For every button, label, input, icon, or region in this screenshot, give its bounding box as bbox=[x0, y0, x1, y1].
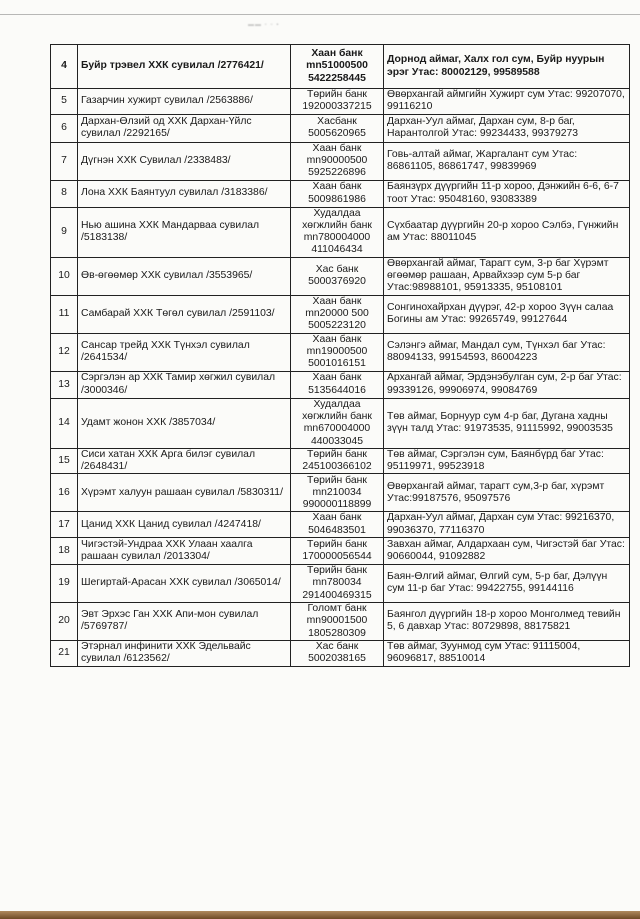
bank-account bbox=[291, 333, 384, 371]
row-number: 18 bbox=[51, 538, 78, 565]
bank-account-line: Төрийн банк bbox=[307, 538, 367, 550]
bank-account bbox=[291, 398, 384, 448]
address-phone: Төв аймаг, Зуунмод сум Утас: 91115004, 96096817, 88510014 bbox=[384, 640, 630, 666]
bank-account-line: 5925226896 bbox=[308, 167, 366, 179]
bank-account-line: 5422258445 bbox=[308, 72, 366, 84]
bank-account bbox=[291, 640, 384, 666]
row-number: 11 bbox=[51, 295, 78, 333]
row-number: 13 bbox=[51, 371, 78, 398]
bank-account bbox=[291, 89, 384, 115]
address-phone: Сонгинохайрхан дүүрэг, 42-р хороо Зүүн салаа Богины ам Утас: 99265749, 99127644 bbox=[384, 295, 630, 333]
row-number: 20 bbox=[51, 602, 78, 640]
table-row bbox=[51, 398, 630, 448]
address-phone: Баянгол дүүргийн 18-р хороо Монголмед тевийн 5, 6 давхар Утас: 80729898, 88175821 bbox=[384, 602, 630, 640]
table-row bbox=[51, 640, 630, 666]
row-number: 14 bbox=[51, 398, 78, 448]
row-number: 19 bbox=[51, 565, 78, 603]
bank-account bbox=[291, 180, 384, 207]
bank-account bbox=[291, 295, 384, 333]
bank-account bbox=[291, 371, 384, 398]
address-phone: Сүхбаатар дүүргийн 20-р хороо Сэлбэ, Гүнжийн ам Утас: 88011045 bbox=[384, 207, 630, 257]
organization-name: Нью ашина ХХК Мандарваа сувилал /5183138/ bbox=[78, 207, 291, 257]
row-number: 16 bbox=[51, 474, 78, 512]
bleed-through-smudge: ▬▬ ▫ ▫ ▪ bbox=[248, 22, 280, 28]
organization-name: Сэргэлэн ар ХХК Тамир хөгжил сувилал /3000346/ bbox=[78, 371, 291, 398]
table-row bbox=[51, 295, 630, 333]
bank-account-line: 990000118899 bbox=[302, 499, 372, 511]
bank-account bbox=[291, 602, 384, 640]
bank-account-line: mn780004000 bbox=[303, 232, 371, 244]
bank-account-line: mn20000 500 bbox=[305, 308, 369, 320]
table-row bbox=[51, 474, 630, 512]
table-row bbox=[51, 602, 630, 640]
organization-name: Дархан-Өлзий од ХХК Дархан-Үйлс сувилал /2292165/ bbox=[78, 114, 291, 142]
organization-name: Цанид ХХК Цанид сувилал /4247418/ bbox=[78, 512, 291, 538]
bank-account-line: хөгжлийн банк bbox=[302, 410, 372, 422]
bank-account-line: mn90000500 bbox=[306, 154, 368, 166]
organization-name: Чигэстэй-Ундраа ХХК Улаан хаалга рашаан сувилал /2013304/ bbox=[78, 538, 291, 565]
address-phone: Архангай аймаг, Эрдэнэбулган сум, 2-р баг Утас: 99339126, 99906974, 99084769 bbox=[384, 371, 630, 398]
bank-account bbox=[291, 474, 384, 512]
row-number: 6 bbox=[51, 114, 78, 142]
bank-account-line: 5002038165 bbox=[308, 653, 366, 665]
bank-account-line: 1805280309 bbox=[308, 627, 366, 639]
scan-background-edge bbox=[0, 911, 640, 919]
address-phone: Дорнод аймаг, Халх гол сум, Буйр нуурын эрэг Утас: 80002129, 99589588 bbox=[384, 45, 630, 89]
row-number: 15 bbox=[51, 448, 78, 474]
table-row bbox=[51, 538, 630, 565]
bank-account bbox=[291, 257, 384, 295]
bank-account-line: 5009861986 bbox=[308, 193, 366, 205]
bank-account bbox=[291, 448, 384, 474]
table-row bbox=[51, 333, 630, 371]
bank-account-line: 5046483501 bbox=[308, 524, 366, 536]
bank-account-line: Хаан банк bbox=[312, 181, 362, 193]
organization-name: Хүрэмт халуун рашаан сувилал /5830311/ bbox=[78, 474, 291, 512]
bank-account-line: Хаан банк bbox=[311, 48, 363, 60]
bank-account-line: Хаан банк bbox=[312, 295, 362, 307]
row-number: 10 bbox=[51, 257, 78, 295]
address-phone: Сэлэнгэ аймаг, Мандал сум, Түнхэл баг Утас: 88094133, 99154593, 86004223 bbox=[384, 333, 630, 371]
bank-account-line: хөгжлийн банк bbox=[302, 219, 372, 231]
bank-account bbox=[291, 114, 384, 142]
bank-account-line: Худалдаа bbox=[313, 398, 361, 410]
table-row bbox=[51, 371, 630, 398]
bank-account-line: Хаан банк bbox=[312, 512, 362, 524]
bank-account-line: Төрийн банк bbox=[307, 89, 367, 100]
bank-account-line: 5005620965 bbox=[308, 128, 366, 140]
bank-account-line: Хас банк bbox=[315, 640, 359, 652]
row-number: 7 bbox=[51, 142, 78, 180]
bank-account-line: Хас банк bbox=[315, 263, 359, 275]
bank-account bbox=[291, 565, 384, 603]
bank-account bbox=[291, 45, 384, 89]
organization-name: Эвт Эрхэс Ган ХХК Апи-мон сувилал /5769787/ bbox=[78, 602, 291, 640]
bank-account bbox=[291, 207, 384, 257]
address-phone: Говь-алтай аймаг, Жаргалант сум Утас: 86861105, 86861747, 99839969 bbox=[384, 142, 630, 180]
row-number: 9 bbox=[51, 207, 78, 257]
table-row bbox=[51, 565, 630, 603]
organization-name: Өв-өгөөмөр ХХК сувилал /3553965/ bbox=[78, 257, 291, 295]
bank-account bbox=[291, 538, 384, 565]
row-number: 17 bbox=[51, 512, 78, 538]
organization-name: Газарчин хужирт сувилал /2563886/ bbox=[78, 89, 291, 115]
address-phone: Өвөрхангай аймгийн Хужирт сум Утас: 99207070, 99116210 bbox=[384, 89, 630, 115]
row-number: 12 bbox=[51, 333, 78, 371]
address-phone: Өвөрхангай аймаг, тарагт сум,3-р баг, хүрэмт Утас:99187576, 95097576 bbox=[384, 474, 630, 512]
row-number: 21 bbox=[51, 640, 78, 666]
address-phone: Төв аймаг, Борнуур сум 4-р баг, Дугана хадны зүүн талд Утас: 91973535, 91115992, 99003535 bbox=[384, 398, 630, 448]
bank-account-line: 440033045 bbox=[310, 435, 363, 447]
bank-account-line: 245100366102 bbox=[302, 461, 372, 473]
table-row bbox=[51, 512, 630, 538]
table-row bbox=[51, 207, 630, 257]
bank-account-line: 5000376920 bbox=[308, 276, 366, 288]
address-phone: Дархан-Уул аймаг, Дархан сум Утас: 99216370, 99036370, 77116370 bbox=[384, 512, 630, 538]
bank-account-line: 170000056544 bbox=[302, 551, 372, 563]
organization-name: Лона ХХК Баянтуул сувилал /3183386/ bbox=[78, 180, 291, 207]
bank-account-line: mn780034 bbox=[312, 577, 362, 589]
sanatorium-table bbox=[50, 44, 630, 667]
bank-account-line: Хаан банк bbox=[312, 372, 362, 384]
bank-account-line: 192000337215 bbox=[302, 101, 372, 113]
address-phone: Баян-Өлгий аймаг, Өлгий сум, 5-р баг, Дэлүүн сум 11-р баг Утас: 99422755, 99144116 bbox=[384, 565, 630, 603]
organization-name: Сиси хатан ХХК Арга билэг сувилал /2648431/ bbox=[78, 448, 291, 474]
address-phone: Төв аймаг, Сэргэлэн сум, Баянбүрд баг Утас: 95119971, 99523918 bbox=[384, 448, 630, 474]
bank-account bbox=[291, 142, 384, 180]
organization-name: Буйр трэвел ХХК сувилал /2776421/ bbox=[78, 45, 291, 89]
bank-account-line: mn210034 bbox=[312, 486, 362, 498]
bank-account bbox=[291, 512, 384, 538]
bank-account-line: mn51000500 bbox=[306, 60, 368, 72]
row-number: 5 bbox=[51, 89, 78, 115]
organization-name: Сансар трейд ХХК Түнхэл сувилал /2641534/ bbox=[78, 333, 291, 371]
bank-account-line: 5001016151 bbox=[308, 358, 366, 370]
table-row bbox=[51, 180, 630, 207]
bank-account-line: 5135644016 bbox=[308, 384, 366, 396]
bank-account-line: Төрийн банк bbox=[307, 448, 367, 460]
bank-account-line: Хаан банк bbox=[312, 333, 362, 345]
organization-name: Дүгнэн ХХК Сувилал /2338483/ bbox=[78, 142, 291, 180]
table-row bbox=[51, 114, 630, 142]
table-row bbox=[51, 257, 630, 295]
page-top-edge-line bbox=[0, 14, 640, 15]
row-number: 8 bbox=[51, 180, 78, 207]
bank-account-line: Төрийн банк bbox=[307, 474, 367, 486]
bank-account-line: Худалдаа bbox=[313, 207, 361, 219]
organization-name: Этэрнал инфинити ХХК Эдельвайс сувилал /6123562/ bbox=[78, 640, 291, 666]
bank-account-line: 291400469315 bbox=[302, 589, 372, 601]
bank-account-line: 411046434 bbox=[311, 244, 363, 256]
bank-account-line: Хаан банк bbox=[312, 142, 362, 154]
address-phone: Завхан аймаг, Алдархаан сум, Чигэстэй баг Утас: 90660044, 91092882 bbox=[384, 538, 630, 565]
organization-name: Самбарай ХХК Төгөл сувилал /2591103/ bbox=[78, 295, 291, 333]
address-phone: Дархан-Уул аймаг, Дархан сум, 8-р баг, Нарантолгой Утас: 99234433, 99379273 bbox=[384, 114, 630, 142]
bank-account-line: Төрийн банк bbox=[307, 565, 367, 577]
bank-account-line: Хасбанк bbox=[317, 115, 357, 127]
bank-account-line: Голомт банк bbox=[307, 602, 367, 614]
address-phone: Өвөрхангай аймаг, Тарагт сум, 3-р баг Хүрэмт өгөөмөр рашаан, Арвайхээр сум 5-р баг Утас:98988101, 95913335, 95108101 bbox=[384, 257, 630, 295]
address-phone: Баянзүрх дүүргийн 11-р хороо, Дэнжийн 6-6, 6-7 тоот Утас: 95048160, 93083389 bbox=[384, 180, 630, 207]
bank-account-line: mn90001500 bbox=[306, 615, 368, 627]
bank-account-line: mn670004000 bbox=[303, 423, 371, 435]
row-number: 4 bbox=[51, 45, 78, 89]
bank-account-line: 5005223120 bbox=[308, 320, 366, 332]
organization-name: Удамт жонон ХХК /3857034/ bbox=[78, 398, 291, 448]
table-row bbox=[51, 45, 630, 89]
table-row bbox=[51, 142, 630, 180]
table-row bbox=[51, 89, 630, 115]
organization-name: Шегиртай-Арасан ХХК сувилал /3065014/ bbox=[78, 565, 291, 603]
table-row bbox=[51, 448, 630, 474]
bank-account-line: mn19000500 bbox=[306, 346, 368, 358]
